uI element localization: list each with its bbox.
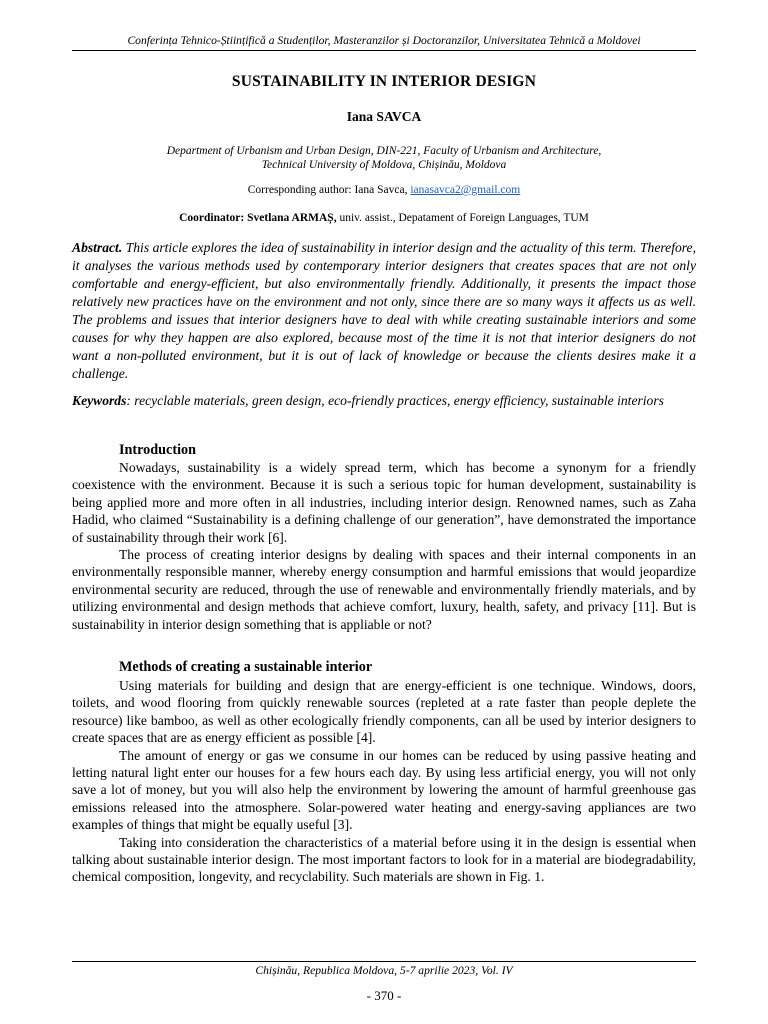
paper-page bbox=[72, 0, 696, 1024]
affiliation-line-1: Department of Urbanism and Urban Design, DIN-221, Faculty of Urbanism and Architecture, bbox=[166, 145, 602, 157]
author-name: Iana SAVCA bbox=[346, 109, 422, 124]
page-number: - 370 - bbox=[366, 988, 402, 1003]
paragraph: The amount of energy or gas we consume in our homes can be reduced by using passive heating and letting natural light enter our houses for a few hours each day. By using less artificial energy, you will not only save a lot of money, but you will also help the environment by lowering the amount of harmful greenhouse gas emissions released into the atmosphere. Solar-powered water heating and energy-saving appliances are two examples of things that might be equally useful [3]. bbox=[72, 747, 696, 833]
footer-divider bbox=[72, 961, 696, 962]
abstract-label: Abstract. bbox=[72, 240, 123, 255]
paragraph: Nowadays, sustainability is a widely spread term, which has become a synonym for a friendly coexistence with the environment. Because it is such a serious topic for human development, sustainability is being applied more and more often in all industries, including interior design. Renowned names, such as Zaha Hadid, who claimed “Sustainability is a defining challenge of our generation”, have demonstrated the importance of sustainability through their work [6]. bbox=[72, 460, 696, 545]
coordinator-text: univ. assist., Depatament of Foreign Languages, TUM bbox=[336, 212, 589, 224]
coordinator bbox=[72, 212, 696, 224]
header-divider bbox=[72, 50, 696, 51]
paragraph: Using materials for building and design that are energy-efficient is one technique. Windows, doors, toilets, and wood flooring from quickly renewable sources (repleted at a rate faster than people deplete the resource) like bamboo, as well as other ecologically friendly components, can all be used by interior designers to create spaces that are as energy efficient as possible [4]. bbox=[72, 678, 696, 746]
running-head: Conferința Tehnico-Științifică a Studenților, Masteranzilor și Doctoranzilor, Universitatea Tehnică a Moldovei bbox=[127, 34, 641, 47]
paragraph: The process of creating interior designs by dealing with spaces and their internal components in an environmentally responsible manner, whereby energy consumption and harmful emissions that would jeopardize environmental security are reduced, through the use of renewable and environmentally friendly materials, and by utilizing environmental and design methods that achieve comfort, luxury, health, safety, and privacy [11]. But is sustainability in interior design something that is appliable or not? bbox=[72, 547, 696, 632]
keywords-text: : recyclable materials, green design, eco-friendly practices, energy efficiency, sustainable interiors bbox=[126, 393, 664, 408]
keywords-label: Keywords bbox=[72, 393, 127, 408]
introduction-heading: Introduction bbox=[119, 442, 196, 458]
article-title: SUSTAINABILITY IN INTERIOR DESIGN bbox=[231, 73, 537, 90]
keywords bbox=[72, 392, 696, 410]
affiliation-line-2: Technical University of Moldova, Chișinău, Moldova bbox=[261, 159, 507, 171]
paragraph: Taking into consideration the characteristics of a material before using it in the design is essential when talking about sustainable interior design. The most important factors to look for in a material are biodegradability, chemical composition, longevity, and recyclability. Such materials are shown in Fig. 1. bbox=[72, 834, 696, 885]
affiliation bbox=[72, 144, 696, 172]
methods-heading: Methods of creating a sustainable interior bbox=[119, 659, 373, 675]
corresponding-author bbox=[72, 184, 696, 196]
abstract-text: This article explores the idea of sustainability in interior design and the actuality of this term. Therefore, it analyses the various methods used by contemporary interior designers that creates spaces that are not only comfortable and energy-efficient, but also environmentally friendly. Additionally, it presents the impact those relatively new practices have on the environment and not only, since there are so many ways it affects us as well. The problems and issues that interior designers have to deal with while creating sustainable interiors and some causes for why they happen are also explored, because most of the time it is not that interior designers do not want a non-polluted environment, but it is out of lack of knowledge or because the clients desires make it a challenge. bbox=[72, 240, 696, 381]
methods-body bbox=[72, 677, 696, 886]
footer-location: Chișinău, Republica Moldova, 5-7 aprilie 2023, Vol. IV bbox=[255, 964, 513, 977]
email-link[interactable]: ianasavca2@gmail.com bbox=[410, 184, 521, 196]
coordinator-label: Coordinator: Svetlana ARMAȘ, bbox=[179, 212, 337, 224]
introduction-body bbox=[72, 459, 696, 633]
abstract bbox=[72, 239, 696, 383]
corresponding-label: Corresponding author: Iana Savca, bbox=[247, 184, 411, 196]
